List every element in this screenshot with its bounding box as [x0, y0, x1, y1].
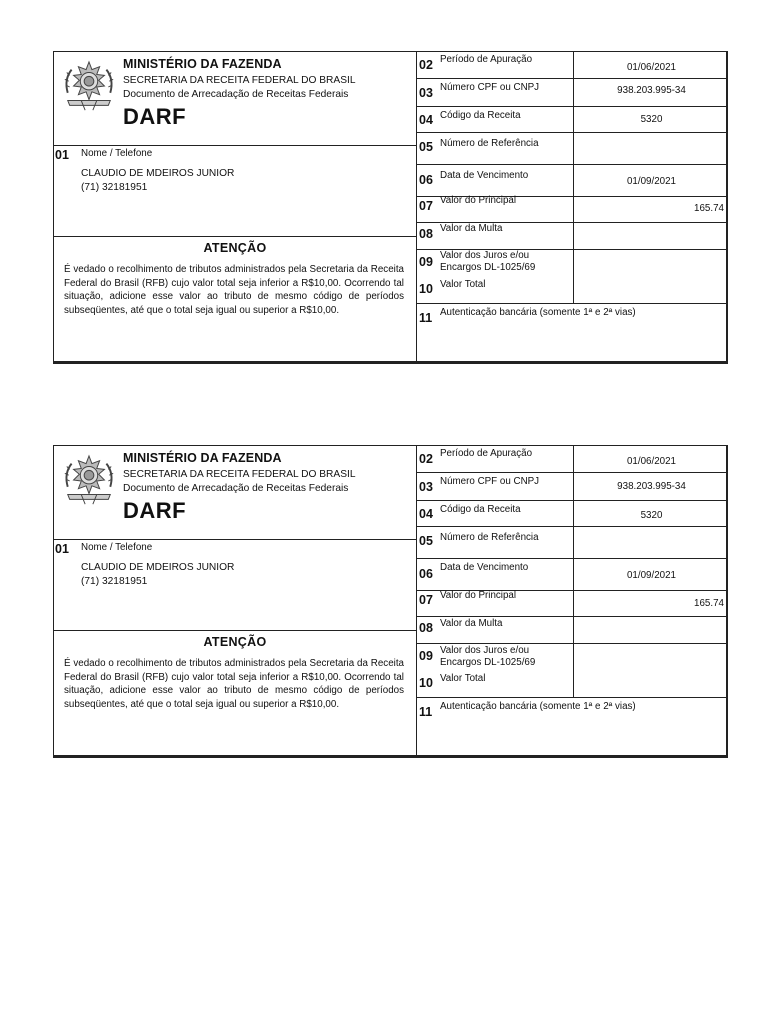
ministry-title: MINISTÉRIO DA FAZENDA	[123, 57, 282, 71]
attention-title: ATENÇÃO	[203, 241, 267, 255]
coat-of-arms-icon	[60, 58, 118, 116]
field-01-number: 01	[55, 542, 69, 556]
field-05-number: 05	[419, 534, 433, 548]
field-10-label: Valor Total	[440, 279, 486, 290]
field-04-label: Código da Receita	[440, 110, 521, 121]
coat-of-arms-icon	[60, 452, 118, 510]
darf-title: DARF	[123, 498, 187, 523]
field-11-label: Autenticação bancária (somente 1ª e 2ª vias)	[440, 307, 636, 318]
field-09-number: 09	[419, 255, 433, 269]
secretariat-name: SECRETARIA DA RECEITA FEDERAL DO BRASIL	[123, 75, 356, 86]
taxpayer-phone: (71) 32181951	[81, 182, 148, 193]
field-01-number: 01	[55, 148, 69, 162]
field-06-value: 01/09/2021	[626, 176, 677, 187]
taxpayer-name: CLAUDIO DE MDEIROS JUNIOR	[81, 562, 235, 573]
field-02-value: 01/06/2021	[626, 456, 677, 467]
field-04-label: Código da Receita	[440, 504, 521, 515]
field-07-value: 165.74	[694, 203, 724, 214]
field-03-number: 03	[419, 480, 433, 494]
field-08-label: Valor da Multa	[440, 618, 503, 629]
field-06-label: Data de Vencimento	[440, 170, 529, 181]
darf-title: DARF	[123, 104, 187, 129]
field-03-number: 03	[419, 86, 433, 100]
field-11-number: 11	[419, 311, 433, 325]
field-07-number: 07	[419, 199, 433, 213]
document-name: Documento de Arrecadação de Receitas Federais	[123, 89, 349, 100]
attention-text: É vedado o recolhimento de tributos administrados pela Secretaria da Receita Federal do Brasil (RFB) cujo valor total seja inferior a R$10,00. Ocorrendo tal situação, adicione esse valor ao tributo de mesmo código de períodos subseqüentes, até que o total seja igual ou superior a R$10,00.	[64, 264, 404, 316]
field-03-label: Número CPF ou CNPJ	[440, 476, 540, 487]
field-04-number: 04	[419, 507, 433, 521]
field-05-label: Número de Referência	[440, 532, 539, 543]
attention-title: ATENÇÃO	[203, 635, 267, 649]
field-02-number: 02	[419, 58, 433, 72]
field-09-label: Valor dos Juros e/ou Encargos DL-1025/69	[440, 645, 536, 668]
ministry-title: MINISTÉRIO DA FAZENDA	[123, 451, 282, 465]
field-09-number: 09	[419, 649, 433, 663]
field-07-value: 165.74	[694, 598, 724, 609]
field-03-value: 938.203.995-34	[617, 85, 686, 96]
field-07-label: Valor do Principal	[440, 195, 517, 206]
field-04-value: 5320	[640, 114, 663, 125]
field-05-number: 05	[419, 140, 433, 154]
field-01-label: Nome / Telefone	[81, 542, 153, 553]
field-08-number: 08	[419, 621, 433, 635]
field-05-label: Número de Referência	[440, 138, 539, 149]
secretariat-name: SECRETARIA DA RECEITA FEDERAL DO BRASIL	[123, 469, 356, 480]
field-01-value	[81, 561, 234, 589]
field-09-label: Valor dos Juros e/ou Encargos DL-1025/69	[440, 250, 536, 273]
field-01-value	[81, 167, 234, 195]
darf-form-1	[53, 51, 728, 364]
field-06-number: 06	[419, 567, 433, 581]
field-10-number: 10	[419, 282, 433, 296]
field-07-number: 07	[419, 593, 433, 607]
field-11-label: Autenticação bancária (somente 1ª e 2ª vias)	[440, 701, 636, 712]
field-01-label: Nome / Telefone	[81, 148, 153, 159]
field-02-number: 02	[419, 452, 433, 466]
field-02-label: Período de Apuração	[440, 448, 533, 459]
field-04-number: 04	[419, 113, 433, 127]
attention-text: É vedado o recolhimento de tributos administrados pela Secretaria da Receita Federal do Brasil (RFB) cujo valor total seja inferior a R$10,00. Ocorrendo tal situação, adicione esse valor ao tributo de mesmo código de períodos subseqüentes, até que o total seja igual ou superior a R$10,00.	[64, 658, 404, 710]
document-name: Documento de Arrecadação de Receitas Federais	[123, 483, 349, 494]
field-06-value: 01/09/2021	[626, 570, 677, 581]
taxpayer-name: CLAUDIO DE MDEIROS JUNIOR	[81, 168, 235, 179]
field-03-value: 938.203.995-34	[617, 481, 686, 492]
field-10-number: 10	[419, 676, 433, 690]
field-02-value: 01/06/2021	[626, 62, 677, 73]
taxpayer-phone: (71) 32181951	[81, 576, 148, 587]
field-08-label: Valor da Multa	[440, 223, 503, 234]
field-10-label: Valor Total	[440, 673, 486, 684]
field-02-label: Período de Apuração	[440, 54, 533, 65]
field-04-value: 5320	[640, 510, 663, 521]
field-08-number: 08	[419, 227, 433, 241]
darf-form-2	[53, 445, 728, 758]
field-03-label: Número CPF ou CNPJ	[440, 82, 540, 93]
field-06-number: 06	[419, 173, 433, 187]
field-07-label: Valor do Principal	[440, 590, 517, 601]
field-11-number: 11	[419, 705, 433, 719]
field-06-label: Data de Vencimento	[440, 562, 529, 573]
